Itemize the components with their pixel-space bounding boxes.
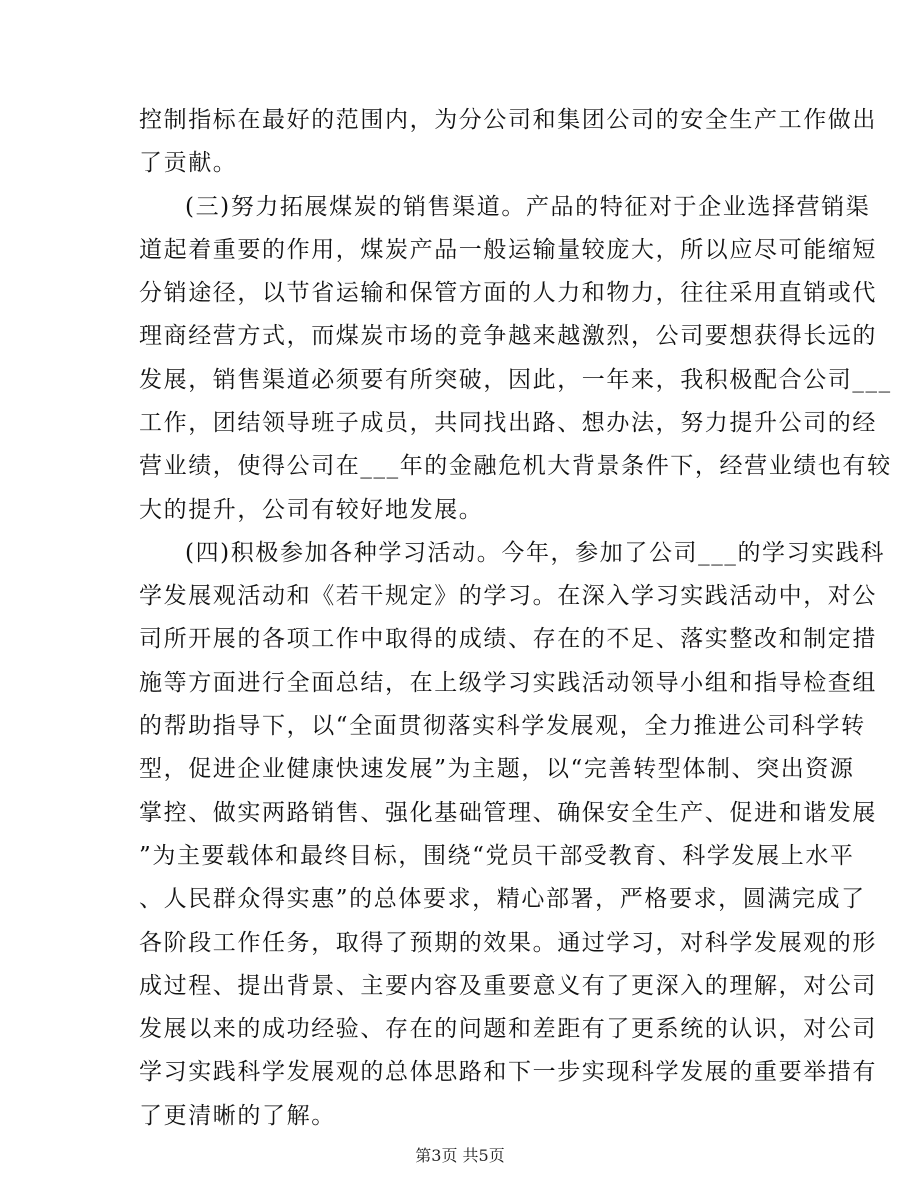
paragraph-heading-line: (三)努力拓展煤炭的销售渠道。产品的特征对于企业选择营销渠: [185, 194, 871, 220]
page-number: 第3页 共5页: [415, 1146, 505, 1165]
text-line: 成过程、提出背景、主要内容及重要意义有了更深入的理解，对公司: [139, 973, 877, 999]
text-line: 、人民群众得实惠”的总体要求，精心部署，严格要求，圆满完成了: [139, 886, 866, 912]
text-line: 发展以来的成功经验、存在的问题和差距有了更系统的认识，对公司: [139, 1016, 877, 1042]
text-line: 分销途径，以节省运输和保管方面的人力和物力，往往采用直销或代: [139, 280, 877, 306]
text-line: 营业绩，使得公司在___年的金融危机大背景条件下，经营业绩也有较: [139, 453, 892, 479]
text-line: 工作，团结领导班子成员，共同找出路、想办法，努力提升公司的经: [139, 410, 877, 436]
text-line: 发展，销售渠道必须要有所突破，因此，一年来，我积极配合公司___: [139, 367, 892, 393]
text-line: 大的提升，公司有较好地发展。: [139, 497, 484, 523]
text-line: 司所开展的各项工作中取得的成绩、存在的不足、落实整改和制定措: [139, 626, 877, 652]
text-line: ”为主要载体和最终目标，围绕“党员干部受教育、科学发展上水平: [139, 843, 855, 869]
text-line: 了更清晰的了解。: [139, 1103, 336, 1129]
text-line: 学习实践科学发展观的总体思路和下一步实现科学发展的重要举措有: [139, 1059, 877, 1085]
text-line: 道起着重要的作用，煤炭产品一般运输量较庞大，所以应尽可能缩短: [139, 237, 877, 263]
text-line: 了贡献。: [139, 150, 238, 176]
text-line: 掌控、做实两路销售、强化基础管理、确保安全生产、促进和谐发展: [139, 800, 877, 826]
text-line: 型，促进企业健康快速发展”为主题，以“完善转型体制、突出资源: [139, 756, 855, 782]
text-line: 控制指标在最好的范围内，为分公司和集团公司的安全生产工作做出: [139, 107, 877, 133]
text-line: 的帮助指导下，以“全面贯彻落实科学发展观，全力推进公司科学转: [139, 713, 866, 739]
text-line: 各阶段工作任务，取得了预期的效果。通过学习，对科学发展观的形: [139, 930, 877, 956]
text-line: 施等方面进行全面总结，在上级学习实践活动领导小组和指导检查组: [139, 670, 877, 696]
text-line: 理商经营方式，而煤炭市场的竞争越来越激烈，公司要想获得长远的: [139, 323, 877, 349]
paragraph-heading-line: (四)积极参加各种学习活动。今年，参加了公司___的学习实践科: [185, 540, 886, 566]
text-line: 学发展观活动和《若干规定》的学习。在深入学习实践活动中，对公: [139, 583, 877, 609]
